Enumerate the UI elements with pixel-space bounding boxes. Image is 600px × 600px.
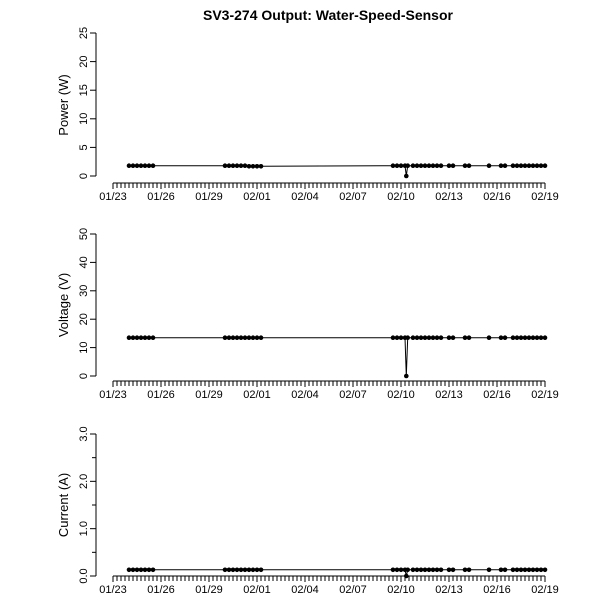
current-data-point <box>435 568 440 573</box>
voltage-x-tick-label: 01/29 <box>195 389 223 401</box>
current-data-point <box>543 568 548 573</box>
voltage-data-point <box>251 335 256 340</box>
voltage-data-point <box>395 335 400 340</box>
voltage-x-tick-label: 02/07 <box>339 389 367 401</box>
current-data-point <box>131 568 136 573</box>
current-series-line <box>129 570 545 576</box>
power-x-tick-label: 02/07 <box>339 191 367 203</box>
voltage-x-tick-label: 02/13 <box>435 389 463 401</box>
voltage-x-tick-label: 02/16 <box>483 389 511 401</box>
power-x-tick-label: 02/04 <box>291 191 319 203</box>
power-panel <box>56 27 559 203</box>
power-y-tick-label: 5 <box>78 144 90 151</box>
current-data-point <box>467 568 472 573</box>
power-data-point <box>511 163 516 168</box>
current-data-point <box>259 568 264 573</box>
current-data-point <box>391 568 396 573</box>
voltage-y-tick-label: 50 <box>78 227 90 241</box>
power-data-point <box>439 163 444 168</box>
current-data-point <box>231 568 236 573</box>
current-data-point <box>251 568 256 573</box>
voltage-data-point <box>135 335 140 340</box>
current-data-point <box>151 568 156 573</box>
voltage-data-point <box>227 335 232 340</box>
power-data-point <box>404 174 409 179</box>
power-x-tick-label: 01/26 <box>147 191 175 203</box>
power-data-point <box>411 163 416 168</box>
power-x-tick-label: 01/29 <box>195 191 223 203</box>
power-data-point <box>427 163 432 168</box>
power-data-point <box>147 163 152 168</box>
power-data-point <box>247 164 252 169</box>
current-x-tick-label: 02/01 <box>243 584 271 596</box>
current-y-tick-label: 3.0 <box>78 426 90 442</box>
voltage-panel <box>56 228 559 401</box>
voltage-axis-title: Voltage (V) <box>56 272 71 338</box>
voltage-data-point <box>223 335 228 340</box>
current-x-tick-label: 01/23 <box>99 584 127 596</box>
power-data-point <box>227 163 232 168</box>
power-data-point <box>447 163 452 168</box>
voltage-data-point <box>499 335 504 340</box>
current-data-point <box>503 568 508 573</box>
voltage-data-point <box>435 335 440 340</box>
current-data-point <box>255 568 260 573</box>
current-data-point <box>511 568 516 573</box>
power-x-tick-label: 02/10 <box>387 191 415 203</box>
current-data-point <box>499 568 504 573</box>
current-data-point <box>427 568 432 573</box>
voltage-x-tick-label: 02/19 <box>531 389 559 401</box>
current-x-tick-label: 02/07 <box>339 584 367 596</box>
voltage-x-tick-label: 02/04 <box>291 389 319 401</box>
current-data-point <box>143 568 148 573</box>
current-data-point <box>405 568 410 573</box>
voltage-data-point <box>543 335 548 340</box>
power-data-point <box>539 163 544 168</box>
current-data-point <box>127 568 132 573</box>
voltage-y-tick-label: 0 <box>78 372 90 380</box>
voltage-data-point <box>447 335 452 340</box>
current-x-tick-label: 01/26 <box>147 584 175 596</box>
power-data-point <box>487 163 492 168</box>
power-data-point <box>531 163 536 168</box>
voltage-data-point <box>139 335 144 340</box>
voltage-data-point <box>531 335 536 340</box>
power-x-tick-label: 02/01 <box>243 191 271 203</box>
current-data-point <box>247 568 252 573</box>
current-data-point <box>415 568 420 573</box>
current-x-tick-label: 02/16 <box>483 584 511 596</box>
current-data-point <box>135 568 140 573</box>
power-y-tick-label: 15 <box>78 84 90 97</box>
power-data-point <box>235 163 240 168</box>
voltage-data-point <box>415 335 420 340</box>
voltage-data-point <box>503 335 508 340</box>
voltage-data-point <box>423 335 428 340</box>
power-axis-title: Power (W) <box>56 74 71 136</box>
voltage-data-point <box>405 335 410 340</box>
current-y-tick-label: 1.0 <box>78 521 90 537</box>
voltage-data-point <box>131 335 136 340</box>
voltage-data-point <box>451 335 456 340</box>
current-axis-title: Current (A) <box>56 472 71 538</box>
voltage-data-point <box>419 335 424 340</box>
voltage-data-point <box>519 335 524 340</box>
voltage-data-point <box>391 335 396 340</box>
current-data-point <box>395 568 400 573</box>
current-data-point <box>531 568 536 573</box>
power-data-point <box>139 163 144 168</box>
power-data-point <box>135 163 140 168</box>
voltage-x-tick-label: 02/01 <box>243 389 271 401</box>
voltage-data-point <box>151 335 156 340</box>
power-data-point <box>467 163 472 168</box>
voltage-y-tick-label: 30 <box>78 284 90 297</box>
current-data-point <box>423 568 428 573</box>
current-x-tick-label: 02/10 <box>387 584 415 596</box>
power-data-point <box>503 163 508 168</box>
current-x-tick-label: 02/04 <box>291 584 319 596</box>
voltage-data-point <box>535 335 540 340</box>
current-data-point <box>447 568 452 573</box>
power-data-point <box>435 163 440 168</box>
current-data-point <box>235 568 240 573</box>
power-y-tick-label: 25 <box>78 26 90 40</box>
voltage-data-point <box>147 335 152 340</box>
power-x-tick-label: 02/19 <box>531 191 559 203</box>
voltage-data-point <box>515 335 520 340</box>
current-data-point <box>523 568 528 573</box>
current-data-point <box>419 568 424 573</box>
power-data-point <box>523 163 528 168</box>
current-data-point <box>451 568 456 573</box>
voltage-x-tick-label: 01/23 <box>99 389 127 401</box>
power-data-point <box>431 163 436 168</box>
power-data-point <box>419 163 424 168</box>
power-series-line <box>129 166 545 176</box>
power-data-point <box>527 163 532 168</box>
power-data-point <box>519 163 524 168</box>
voltage-data-point <box>255 335 260 340</box>
current-panel <box>56 426 559 596</box>
voltage-data-point <box>467 335 472 340</box>
power-data-point <box>515 163 520 168</box>
power-data-point <box>127 163 132 168</box>
voltage-y-tick-label: 40 <box>78 256 90 269</box>
current-data-point <box>404 574 409 579</box>
power-data-point <box>143 163 148 168</box>
voltage-data-point <box>399 335 404 340</box>
power-data-point <box>395 163 400 168</box>
current-data-point <box>223 568 228 573</box>
current-x-tick-label: 01/29 <box>195 584 223 596</box>
current-x-tick-label: 02/19 <box>531 584 559 596</box>
power-data-point <box>543 163 548 168</box>
voltage-data-point <box>539 335 544 340</box>
voltage-y-tick-label: 20 <box>78 313 90 326</box>
voltage-data-point <box>143 335 148 340</box>
power-data-point <box>223 163 228 168</box>
voltage-series-line <box>129 338 545 376</box>
voltage-data-point <box>431 335 436 340</box>
power-data-point <box>239 163 244 168</box>
voltage-data-point <box>463 335 468 340</box>
power-data-point <box>251 164 256 169</box>
current-data-point <box>463 568 468 573</box>
current-data-point <box>519 568 524 573</box>
power-x-tick-label: 02/16 <box>483 191 511 203</box>
power-data-point <box>131 163 136 168</box>
voltage-data-point <box>127 335 132 340</box>
voltage-data-point <box>231 335 236 340</box>
power-data-point <box>535 163 540 168</box>
voltage-data-point <box>247 335 252 340</box>
power-data-point <box>463 163 468 168</box>
voltage-data-point <box>487 335 492 340</box>
voltage-data-point <box>243 335 248 340</box>
voltage-data-point <box>527 335 532 340</box>
power-data-point <box>451 163 456 168</box>
current-data-point <box>411 568 416 573</box>
current-data-point <box>439 568 444 573</box>
current-data-point <box>227 568 232 573</box>
power-data-point <box>259 164 264 169</box>
power-y-tick-label: 0 <box>78 172 90 180</box>
current-y-tick-label: 0.0 <box>78 568 90 584</box>
current-data-point <box>515 568 520 573</box>
voltage-x-tick-label: 01/26 <box>147 389 175 401</box>
current-data-point <box>399 568 404 573</box>
current-data-point <box>243 568 248 573</box>
power-y-tick-label: 10 <box>78 112 90 125</box>
current-data-point <box>527 568 532 573</box>
power-data-point <box>499 163 504 168</box>
voltage-data-point <box>523 335 528 340</box>
voltage-data-point <box>239 335 244 340</box>
power-y-tick-label: 20 <box>78 55 90 68</box>
power-data-point <box>399 163 404 168</box>
current-data-point <box>139 568 144 573</box>
voltage-data-point <box>259 335 264 340</box>
voltage-data-point <box>439 335 444 340</box>
voltage-data-point <box>404 374 409 379</box>
current-x-tick-label: 02/13 <box>435 584 463 596</box>
power-x-tick-label: 02/13 <box>435 191 463 203</box>
voltage-data-point <box>411 335 416 340</box>
power-data-point <box>151 163 156 168</box>
power-data-point <box>231 163 236 168</box>
power-data-point <box>391 163 396 168</box>
power-data-point <box>423 163 428 168</box>
power-data-point <box>405 163 410 168</box>
current-data-point <box>539 568 544 573</box>
current-data-point <box>535 568 540 573</box>
voltage-x-tick-label: 02/10 <box>387 389 415 401</box>
current-y-tick-label: 2.0 <box>78 473 90 489</box>
voltage-y-tick-label: 10 <box>78 341 90 354</box>
voltage-data-point <box>511 335 516 340</box>
current-data-point <box>431 568 436 573</box>
power-data-point <box>243 163 248 168</box>
current-data-point <box>487 568 492 573</box>
power-data-point <box>415 163 420 168</box>
current-data-point <box>147 568 152 573</box>
voltage-data-point <box>235 335 240 340</box>
voltage-data-point <box>427 335 432 340</box>
chart-title: SV3-274 Output: Water-Speed-Sensor <box>203 7 453 23</box>
power-x-tick-label: 01/23 <box>99 191 127 203</box>
current-data-point <box>239 568 244 573</box>
power-data-point <box>255 164 260 169</box>
